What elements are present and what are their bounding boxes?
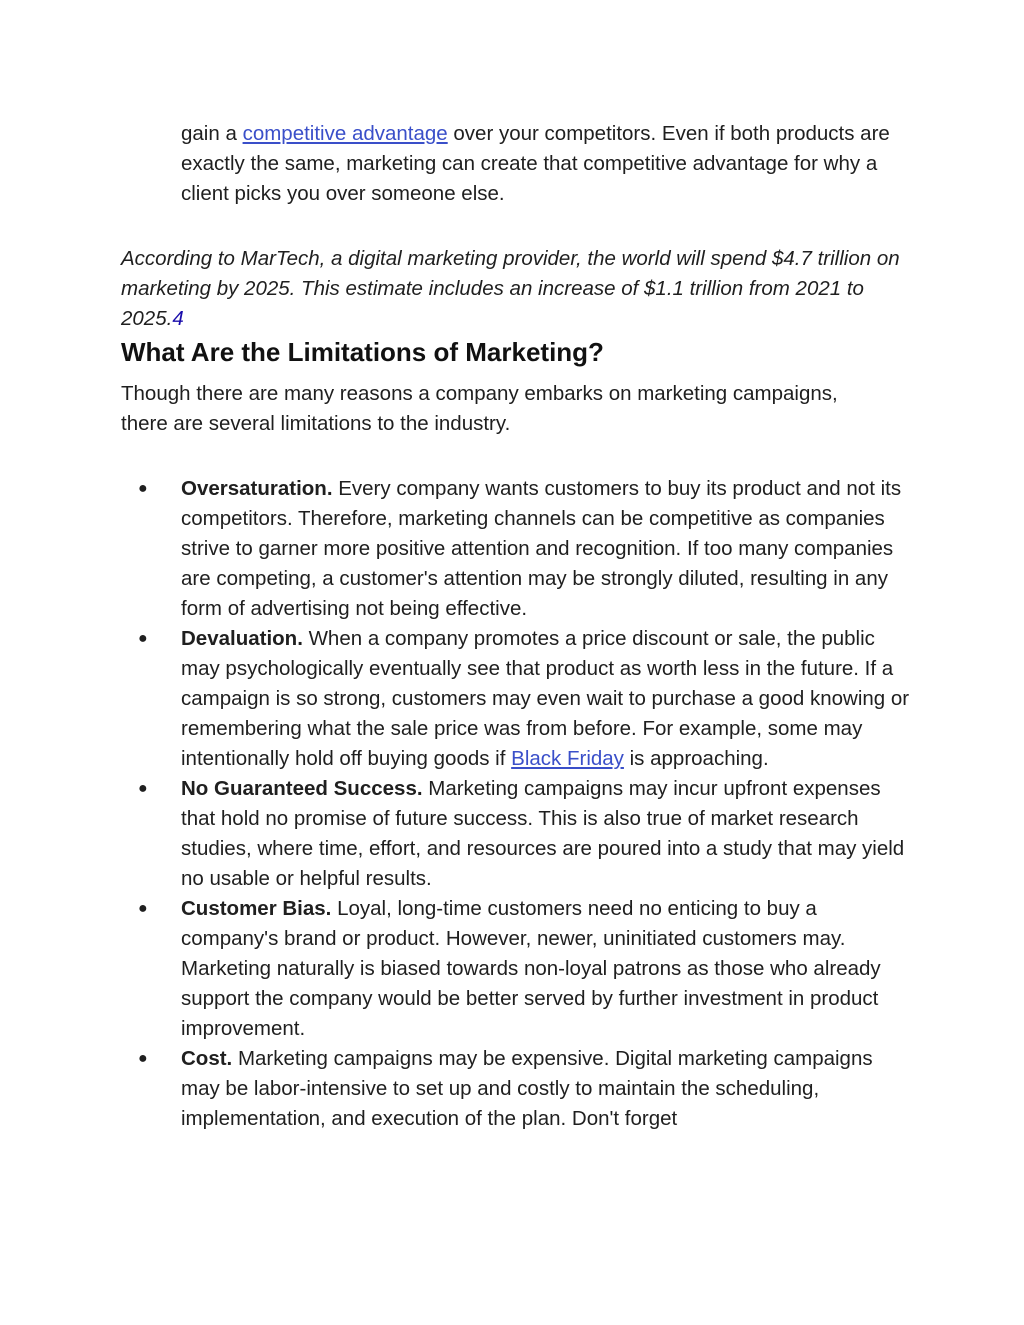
black-friday-link[interactable]: Black Friday <box>511 747 624 770</box>
continuation-text-start: gain a <box>181 122 243 145</box>
list-item-oversaturation <box>138 474 911 624</box>
item-text-end: is approaching. <box>623 747 769 770</box>
intro-paragraph: Though there are many reasons a company embarks on marketing campaigns, there are several limitations to the industry. <box>121 382 838 435</box>
list-item-cost <box>138 1044 911 1134</box>
bullet-icon: ● <box>138 1050 148 1067</box>
list-item-no-guaranteed-success <box>138 774 911 894</box>
item-title: Cost. <box>181 1047 233 1070</box>
bullet-icon: ● <box>138 630 148 647</box>
item-title: Customer Bias. <box>181 897 332 920</box>
martech-quote <box>121 244 921 334</box>
continuation-text-end: over your competitors. Even if both products are exactly the same, marketing can create that competitive advantage for why a client picks you over someone else. <box>181 122 890 205</box>
item-text: Loyal, long-time customers need no enticing to buy a company's brand or product. However, newer, uninitiated customers may. Marketing naturally is biased towards non-loyal patrons as those who already support the company would be better served by further investment in product improvement. <box>181 897 881 1040</box>
section-heading: What Are the Limitations of Marketing? <box>121 337 604 367</box>
competitive-advantage-link[interactable]: competitive advantage <box>242 122 448 145</box>
list-item-customer-bias <box>138 894 911 1044</box>
bullet-icon: ● <box>138 780 148 797</box>
item-text: Marketing campaigns may incur upfront expenses that hold no promise of future success. This is also true of market research studies, where time, effort, and resources are poured into a study that may yield no usable or helpful results. <box>181 777 905 890</box>
item-title: No Guaranteed Success. <box>181 777 423 800</box>
limitations-list <box>138 474 911 1134</box>
bullet-icon: ● <box>138 900 148 917</box>
bullet-icon: ● <box>138 480 148 497</box>
item-text: Marketing campaigns may be expensive. Digital marketing campaigns may be labor-intensive to set up and costly to maintain the scheduling, implementation, and execution of the plan. Don't forget <box>181 1047 873 1130</box>
continuation-paragraph <box>181 119 901 209</box>
item-text: When a company promotes a price discount or sale, the public may psychologically eventually see that product as worth less in the future. If a campaign is so strong, customers may even wait to purchase a good knowing or remembering what the sale price was from before. For example, some may intentionally hold off buying goods if <box>181 627 910 770</box>
list-item-devaluation <box>138 624 911 774</box>
item-title: Devaluation. <box>181 627 303 650</box>
item-text: Every company wants customers to buy its product and not its competitors. Therefore, marketing channels can be competitive as companies strive to garner more positive attention and recognition. If too many companies are competing, a customer's attention may be strongly diluted, resulting in any form of advertising not being effective. <box>181 477 902 620</box>
footnote-link[interactable]: 4 <box>172 307 184 330</box>
quote-text: According to MarTech, a digital marketing provider, the world will spend $4.7 trillion on marketing by 2025. This estimate includes an increase of $1.1 trillion from 2021 to 2025. <box>121 247 900 330</box>
item-title: Oversaturation. <box>181 477 333 500</box>
